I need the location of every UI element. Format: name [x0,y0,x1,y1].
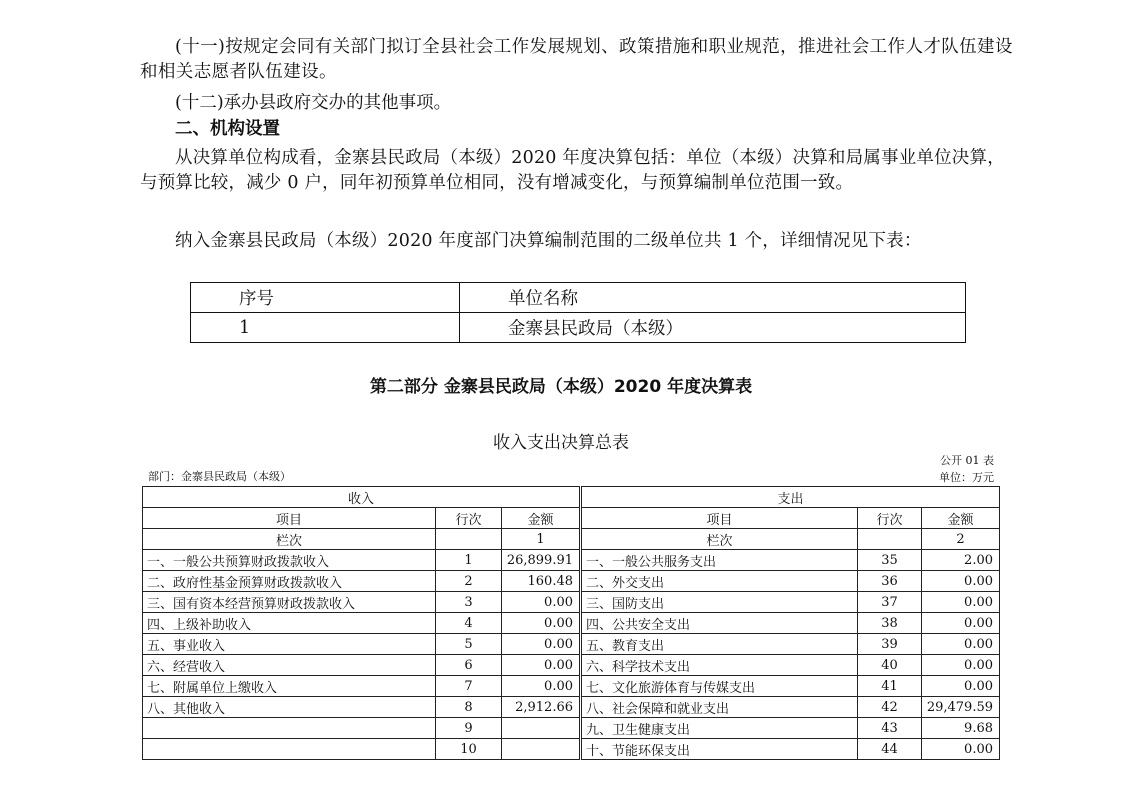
paragraph-item-11: (十一)按规定会同有关部门拟订全县社会工作发展规划、政策措施和职业规范，推进社会工作人才队伍建设和相关志愿者队伍建设。 [140,37,1013,82]
expense-item-cell: 十、节能环保支出 [582,739,858,760]
part-title: 第二部分 金寨县民政局（本级）2020 年度决算表 [369,377,753,397]
unit-table-header [191,283,966,313]
income-header: 收入 [143,487,580,508]
expense-col-line: 行次 [858,508,922,529]
income-item-cell: 三、国有资本经营预算财政拨款收入 [143,592,436,613]
finance-section-header [143,487,1000,508]
unit-table-header-name: 单位名称 [460,283,966,313]
expense-line-cell: 44 [858,739,922,760]
income-line-cell: 9 [436,718,502,739]
expense-amount-cell: 0.00 [922,739,1000,760]
income-amount-cell [502,739,580,760]
income-line-cell: 1 [436,550,502,571]
finance-table [142,486,1000,760]
paragraph-composition: 从决算单位构成看，金寨县民政局（本级）2020 年度决算包括：单位（本级）决算和局属事业单位决算，与预算比较，减少 0 户，同年初预算单位相同，没有增减变化，与预算编制单位范围一致。 [140,148,1005,193]
expense-amount-cell: 2.00 [922,550,1000,571]
income-col-line: 行次 [436,508,502,529]
income-line-cell: 6 [436,655,502,676]
expense-amount-cell: 0.00 [922,676,1000,697]
table-row [143,697,1000,718]
income-amount-cell: 2,912.66 [502,697,580,718]
expense-amount-cell: 0.00 [922,655,1000,676]
expense-line-cell: 42 [858,697,922,718]
income-item-cell: 七、附属单位上缴收入 [143,676,436,697]
section-heading: 二、机构设置 [175,119,280,139]
expense-item-cell: 一、一般公共服务支出 [582,550,858,571]
expense-index-empty [858,529,922,550]
income-amount-cell: 26,899.91 [502,550,580,571]
expense-item-cell: 四、公共安全支出 [582,613,858,634]
unit-table [190,282,966,343]
expense-line-cell: 43 [858,718,922,739]
expense-item-cell: 五、教育支出 [582,634,858,655]
table-row [143,592,1000,613]
income-amount-cell [502,718,580,739]
expense-amount-cell: 0.00 [922,571,1000,592]
income-item-cell [143,739,436,760]
expense-amount-cell: 9.68 [922,718,1000,739]
unit-table-cell-name: 金寨县民政局（本级） [460,313,966,343]
unit-label: 单位：万元 [939,471,994,484]
income-column-number: 1 [502,529,580,550]
expense-amount-cell: 29,479.59 [922,697,1000,718]
income-amount-cell: 0.00 [502,613,580,634]
finance-column-index-row [143,529,1000,550]
table-row [143,655,1000,676]
expense-col-item: 项目 [582,508,858,529]
table-row [143,550,1000,571]
expense-index-label: 栏次 [582,529,858,550]
expense-amount-cell: 0.00 [922,613,1000,634]
table-row [143,676,1000,697]
table-title: 收入支出决算总表 [493,433,629,453]
income-line-cell: 10 [436,739,502,760]
table-row [143,739,1000,760]
expense-line-cell: 37 [858,592,922,613]
expense-column-number: 2 [922,529,1000,550]
unit-table-header-index: 序号 [191,283,460,313]
unit-table-cell-index: 1 [191,313,460,343]
expense-line-cell: 35 [858,550,922,571]
income-amount-cell: 0.00 [502,634,580,655]
expense-line-cell: 41 [858,676,922,697]
table-row [143,613,1000,634]
income-line-cell: 7 [436,676,502,697]
expense-line-cell: 40 [858,655,922,676]
income-item-cell: 一、一般公共预算财政拨款收入 [143,550,436,571]
income-line-cell: 5 [436,634,502,655]
expense-line-cell: 38 [858,613,922,634]
expense-amount-cell: 0.00 [922,592,1000,613]
income-amount-cell: 160.48 [502,571,580,592]
table-row [143,634,1000,655]
expense-item-cell: 二、外交支出 [582,571,858,592]
expense-col-amount: 金额 [922,508,1000,529]
income-item-cell [143,718,436,739]
income-col-amount: 金额 [502,508,580,529]
table-row [143,571,1000,592]
finance-column-header [143,508,1000,529]
paragraph-item-12: (十二)承办县政府交办的其他事项。 [175,93,452,113]
income-line-cell: 2 [436,571,502,592]
department-label: 部门：金寨县民政局（本级） [148,470,291,483]
income-amount-cell: 0.00 [502,676,580,697]
expense-header: 支出 [582,487,1000,508]
table-row [143,718,1000,739]
form-number: 公开 01 表 [940,454,994,467]
paragraph-scope: 纳入金寨县民政局（本级）2020 年度部门决算编制范围的二级单位共 1 个，详细情况见下表： [175,231,922,251]
income-index-label: 栏次 [143,529,436,550]
expense-item-cell: 三、国防支出 [582,592,858,613]
expense-amount-cell: 0.00 [922,634,1000,655]
income-item-cell: 六、经营收入 [143,655,436,676]
income-index-empty [436,529,502,550]
expense-item-cell: 六、科学技术支出 [582,655,858,676]
table-row [191,313,966,343]
income-line-cell: 4 [436,613,502,634]
income-line-cell: 3 [436,592,502,613]
expense-item-cell: 八、社会保障和就业支出 [582,697,858,718]
income-col-item: 项目 [143,508,436,529]
expense-line-cell: 36 [858,571,922,592]
income-item-cell: 五、事业收入 [143,634,436,655]
expense-item-cell: 九、卫生健康支出 [582,718,858,739]
income-amount-cell: 0.00 [502,655,580,676]
income-item-cell: 四、上级补助收入 [143,613,436,634]
expense-item-cell: 七、文化旅游体育与传媒支出 [582,676,858,697]
income-item-cell: 二、政府性基金预算财政拨款收入 [143,571,436,592]
expense-line-cell: 39 [858,634,922,655]
income-item-cell: 八、其他收入 [143,697,436,718]
income-line-cell: 8 [436,697,502,718]
income-amount-cell: 0.00 [502,592,580,613]
